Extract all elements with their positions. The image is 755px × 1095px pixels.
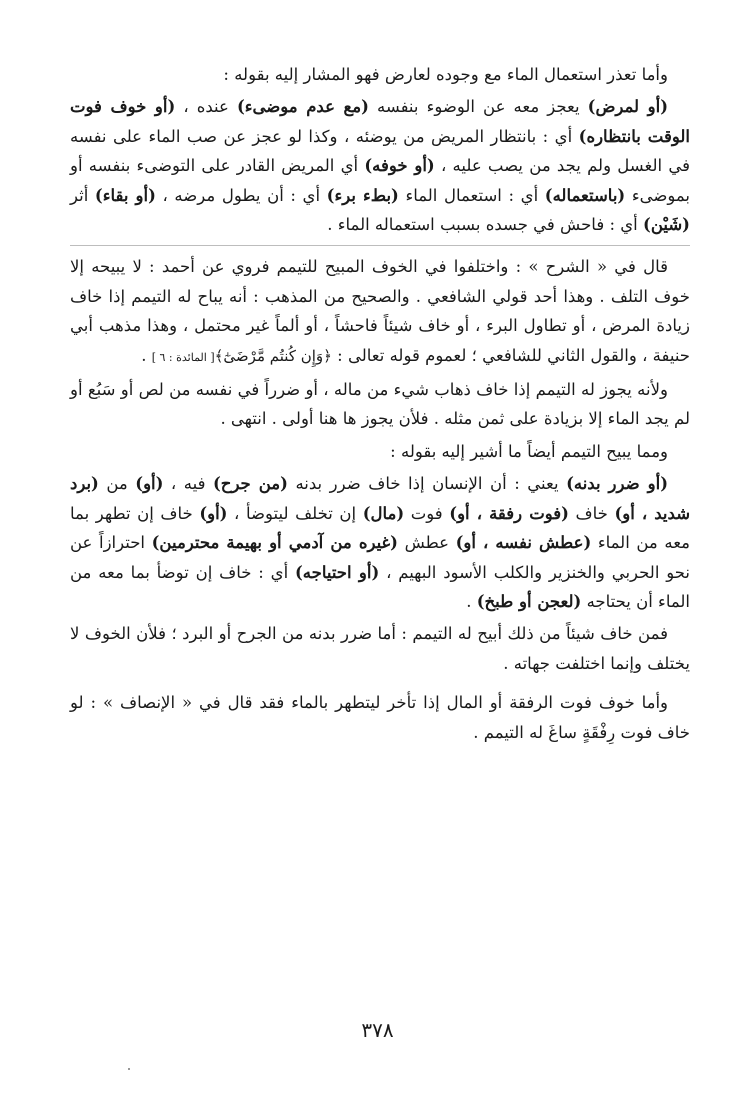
text-run: أي : خاف إن توضأ بما معه من الماء أن يحتاجه [70, 562, 690, 611]
scan-speck [128, 1068, 130, 1070]
paragraph [70, 619, 690, 678]
text-run: ولأنه يجوز له التيمم إذا خاف ذهاب شيء من ماله ، أو ضرراً في نفسه من لص أو سَبُع أو لم يجد الماء إلا بزيادة على ثمن مثله . فلأن يجوز ها هنا أولى . انتهى . [70, 380, 690, 429]
text-run: يعجز معه عن الوضوء بنفسه [368, 97, 588, 117]
bold-term: (أو خوفه) [364, 156, 435, 176]
text-run: خاف [568, 503, 615, 523]
text-run: أي : فاحش في جسده بسبب استعماله الماء . [327, 215, 644, 235]
bold-term: (شَيْن) [643, 215, 690, 235]
page-number: ٣٧٨ [361, 1018, 394, 1042]
text-run: أي : بانتظار المريض من يوضئه ، وكذا لو عجز عن صب الماء على نفسه في الغسل ولم يجد من يصب عليه ، [70, 126, 690, 176]
bold-term: (فوت رفقة ، أو) [449, 503, 569, 523]
text-run: أثر [70, 185, 95, 205]
bold-term: (أو) [199, 503, 228, 523]
text-run: احترازاً عن نحو الحربي والخنزير والكلب الأسود البهيم ، [70, 533, 690, 582]
bold-term: (أو ضرر بدنه) [566, 474, 668, 494]
text-run: . [141, 345, 152, 365]
paragraph [70, 469, 690, 616]
text-run: قال في « الشرح » : واختلفوا في الخوف المبيح للتيمم فروي عن أحمد : لا يبيحه إلا خوف التلف . وهذا أحد قولي الشافعي . والصحيح من المذهب : أنه يباح له التيمم إذا خاف زيادة المرض ، أو تطاول البرء ، أو خاف شيئاً فاحشاً ، أو ألماً غير محتمل ، وهذا مذهب أبي حنيفة ، والقول الثاني للشافعي ؛ لعموم قوله تعالى : [70, 257, 690, 365]
bold-term: (أو) [135, 474, 164, 494]
text-run: فيه ، [163, 474, 213, 494]
text-run: من [98, 474, 136, 494]
text-run: خاف إن تطهر بما معه من الماء [70, 503, 690, 553]
text-run: أي : استعمال الماء [398, 185, 545, 205]
text-run: إن تخلف ليتوضأ ، [227, 503, 363, 523]
paragraph [70, 92, 690, 239]
bold-term: (باستعماله) [544, 185, 626, 205]
text-run: فوت [404, 503, 450, 523]
bold-term: (بطء برء) [326, 185, 399, 205]
page-body [70, 60, 690, 747]
bold-term: (مال) [362, 503, 405, 523]
bold-term: (برد شديد ، أو) [70, 474, 691, 523]
bold-term: (مع عدم موضىء) [236, 97, 369, 117]
text-run: وأما خوف فوت الرفقة أو المال إذا تأخر ليتطهر بالماء فقد قال في « الإنصاف » : لو خاف فوت رِفْقَةٍ ساغَ له التيمم . [70, 693, 690, 742]
text-run: أي المريض القادر على التوضىء بنفسه أو بموضىء [70, 156, 691, 205]
text-run: عنده ، [175, 97, 237, 117]
text-run: عطش [397, 533, 456, 553]
quran-quote: ﴿وَإِن كُنتُم مَّرْضَىٰٓ﴾ [214, 346, 332, 365]
bold-term: (أو لمرض) [587, 97, 668, 117]
bold-term: (أو خوف فوت الوقت بانتظاره) [70, 97, 690, 146]
divider [70, 245, 690, 246]
paragraph [70, 252, 690, 372]
bold-term: (عطش نفسه ، أو) [455, 533, 592, 553]
bold-term: (غيره من آدمي أو بهيمة محترمين) [151, 533, 398, 553]
paragraph [70, 375, 690, 434]
text-run: يعني : أن الإنسان إذا خاف ضرر بدنه [287, 474, 567, 494]
bold-term: (أو بقاء) [94, 185, 156, 205]
paragraph [70, 60, 690, 89]
text-run: . [466, 591, 477, 611]
bold-term: (من جرح) [212, 474, 288, 494]
paragraph [70, 437, 690, 466]
bold-term: (لعجن أو طبخ) [476, 591, 582, 611]
text-run: ومما يبيح التيمم أيضاً ما أشير إليه بقوله : [390, 441, 668, 461]
text-run: أي : أن يطول مرضه ، [155, 185, 327, 205]
text-run: فمن خاف شيئاً من ذلك أبيح له التيمم : أما ضرر بدنه من الجرح أو البرد ؛ فلأن الخوف لا يختلف وإنما اختلفت جهاته . [70, 624, 690, 673]
bold-term: (أو احتياجه) [294, 562, 380, 582]
verse-reference: [ المائدة : ٦ ] [151, 350, 215, 364]
paragraph [70, 688, 690, 747]
text-run: وأما تعذر استعمال الماء مع وجوده لعارض فهو المشار إليه بقوله : [223, 65, 668, 84]
